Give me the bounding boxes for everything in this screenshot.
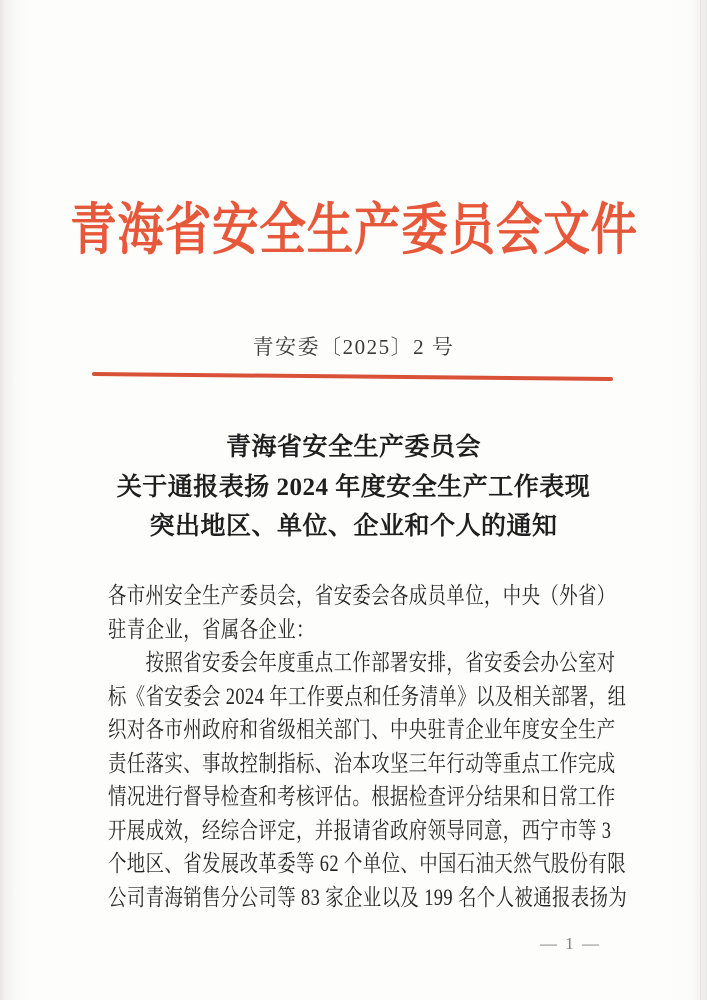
red-divider-line <box>92 372 613 381</box>
body-text <box>108 579 668 914</box>
title-line: 关于通报表扬 2024 年度安全生产工作表现 <box>116 473 591 501</box>
document-number: 青安委〔2025〕2 号 <box>252 335 455 359</box>
letterhead-text: 青海省安全生产委员会文件 <box>69 200 638 262</box>
body-line: 责任落实、事故控制指标、治本攻坚三年行动等重点工作完成 <box>108 750 616 776</box>
document-title <box>0 428 707 547</box>
title-line: 突出地区、单位、企业和个人的通知 <box>149 513 558 540</box>
page-number: — 1 — <box>540 934 601 953</box>
body-line: 情况进行督导检查和考核评估。根据检查评分结果和日常工作 <box>108 784 616 809</box>
body-line: 公司青海销售分公司等 83 家企业以及 199 名个人被通报表扬为 <box>108 884 628 910</box>
body-line: 开展成效，经综合评定，并报请省政府领导同意，西宁市等 3 <box>108 817 612 843</box>
title-line: 青海省安全生产委员会 <box>225 434 481 461</box>
body-line: 驻青企业，省属各企业： <box>108 616 315 642</box>
body-line: 织对各市州政府和省级相关部门、中央驻青企业年度安全生产 <box>108 717 616 742</box>
body-line: 标《省安委会 2024 年工作要点和任务清单》以及相关部署，组 <box>108 683 627 709</box>
body-line: 按照省安委会年度重点工作部署安排，省安委会办公室对 <box>108 650 616 675</box>
body-line: 个地区、省发展改革委等 62 个单位、中国石油天然气股份有限 <box>108 851 626 876</box>
body-line: 各市州安全生产委员会，省安委会各成员单位，中央（外省） <box>108 583 616 608</box>
letterhead <box>0 201 707 275</box>
